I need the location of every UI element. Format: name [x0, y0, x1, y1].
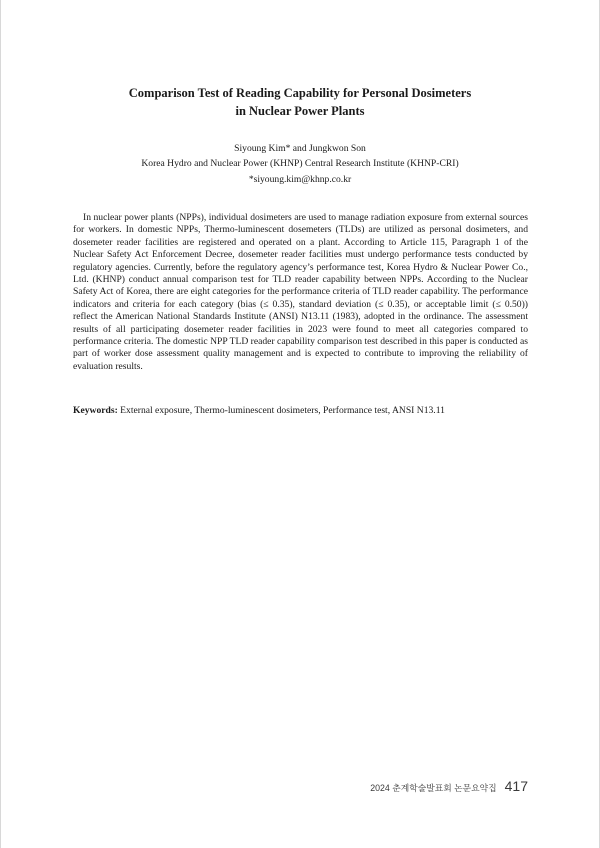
author-list: Siyoung Kim* and Jungkwon Son	[234, 143, 366, 154]
keywords-text: External exposure, Thermo-luminescent dosimeters, Performance test, ANSI N13.11	[117, 405, 445, 416]
keywords-line	[73, 405, 528, 417]
proceedings-title: 2024 춘계학술발표회 논문요약집	[370, 783, 497, 793]
abstract-paragraph: In nuclear power plants (NPPs), individual dosimeters are used to manage radiation exposure from external sources for workers. In domestic NPPs, Thermo-luminescent dosemeters (TLDs) are utilized as personal dosimeters, and dosemeter reader facilities are registered and operated on a plant. According to Article 115, Paragraph 1 of the Nuclear Safety Act Enforcement Decree, dosemeter reader facilities must undergo performance tests conducted by regulatory agencies. Currently, before the regulatory agency’s performance test, Korea Hydro & Nuclear Power Co., Ltd. (KHNP) conduct annual comparison test for TLD reader capability between NPPs. According to the Nuclear Safety Act of Korea, there are eight categories for the performance criteria of TLD reader capability. The performance indicators and criteria for each category (bias (≤ 0.35), standard deviation (≤ 0.35), or acceptable limit (≤ 0.50)) reflect the American National Standards Institute (ANSI) N13.11 (1983), adopted in the ordinance. The assessment results of all participating dosemeter reader facilities in 2023 were found to meet all categories compared to performance criteria. The domestic NPP TLD reader capability comparison test described in this paper is conducted as part of worker dose assessment quality management and is expected to contribute to improving the reliability of evaluation results.	[73, 212, 528, 372]
paper-title-line-2: in Nuclear Power Plants	[235, 104, 365, 118]
page-footer	[370, 778, 528, 794]
paper-title	[0, 84, 600, 120]
page-number: 417	[504, 778, 528, 794]
corresponding-email: *siyoung.kim@khnp.co.kr	[248, 174, 352, 185]
paper-title-line-1: Comparison Test of Reading Capability for Personal Dosimeters	[128, 86, 472, 100]
keywords-label: Keywords:	[73, 405, 118, 416]
author-affiliation: Korea Hydro and Nuclear Power (KHNP) Central Research Institute (KHNP-CRI)	[141, 158, 459, 169]
